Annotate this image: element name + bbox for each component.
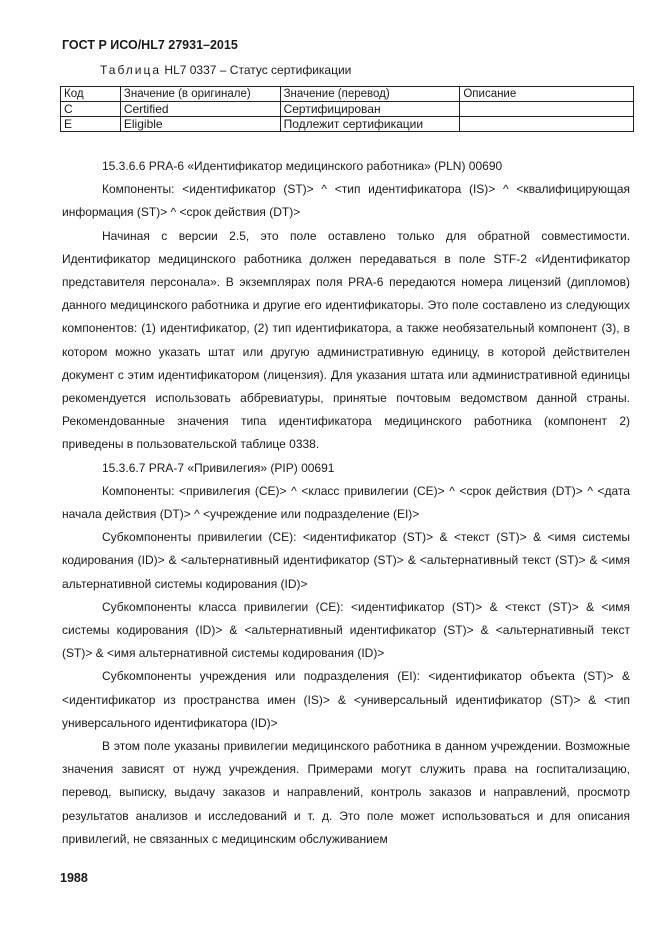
section-heading-pra7: 15.3.6.7 PRA-7 «Привилегия» (PIP) 00691 — [102, 460, 335, 475]
paragraph: Субкомпоненты привилегии (CE): <идентификатор (ST)> & <текст (ST)> & <имя системы кодирования (ID)> & <альтернативный идентификатор (ST)> & <альтернативный текст (ST)> & <имя альтернативной системы кодирования (ID)> — [62, 530, 630, 591]
cell-translation: Сертифицирован — [280, 102, 460, 117]
cell-original: Certified — [120, 102, 280, 117]
cell-original: Eligible — [120, 117, 280, 132]
table-row — [61, 117, 634, 132]
column-header-description: Описание — [460, 87, 634, 102]
column-header-original: Значение (в оригинале) — [120, 87, 280, 102]
table-row — [61, 102, 634, 117]
cell-code: E — [61, 117, 121, 132]
cell-translation: Подлежит сертификации — [280, 117, 460, 132]
table-caption-label: Таблица — [100, 63, 162, 77]
table-header-row — [61, 87, 634, 102]
table-caption — [100, 63, 351, 77]
paragraph: Субкомпоненты класса привилегии (CE): <идентификатор (ST)> & <текст (ST)> & <имя системы кодирования (ID)> & <альтернативный идентификатор (ST)> & <альтернативный текст (ST)> & <имя альтернативной системы кодирования (ID)> — [62, 599, 630, 661]
paragraph: Субкомпоненты учреждения или подразделения (EI): <идентификатор объекта (ST)> & <идентификатор из пространства имен (IS)> & <универсальный идентификатор (ST)> & <тип универсального идентификатора (ID)> — [62, 669, 630, 730]
certification-status-table — [60, 86, 634, 132]
cell-code: C — [61, 102, 121, 117]
section-heading-pra6: 15.3.6.6 PRA-6 «Идентификатор медицинского работника» (PLN) 00690 — [102, 159, 503, 173]
column-header-translation: Значение (перевод) — [280, 87, 460, 102]
paragraph: Компоненты: <идентификатор (ST)> ^ <тип идентификатора (IS)> ^ <квалифицирующая информация (ST)> ^ <срок действия (DT)> — [62, 182, 630, 220]
document-header: ГОСТ Р ИСО/HL7 27931–2015 — [62, 38, 238, 52]
cell-description — [460, 102, 634, 117]
document-body — [62, 155, 630, 851]
table-caption-text: HL7 0337 – Статус сертификации — [164, 63, 352, 77]
page-number: 1988 — [60, 871, 88, 885]
cell-description — [460, 117, 634, 132]
paragraph: Компоненты: <привилегия (CE)> ^ <класс привилегии (CE)> ^ <срок действия (DT)> ^ <дата начала действия (DT)> ^ <учреждение или подразделение (EI)> — [62, 483, 630, 522]
column-header-code: Код — [61, 87, 121, 102]
paragraph: Начиная с версии 2.5, это поле оставлено только для обратной совместимости. Идентификатор медицинского работника должен передаваться в поле STF-2 «Идентификатор представителя персонала». В экземплярах поля PRA-6 передаются номера лицензий (дипломов) данного медицинского работника и другие его идентификаторы. Это поле составлено из следующих компонентов: (1) идентификатор, (2) тип идентификатора, а также необязательный компонент (3), в котором можно указать штат или другую административную единицу, в которой действителен документ с этим идентификатором (лицензия). Для указания штата или административной единицы рекомендуется использовать аббревиатуры, принятые почтовым ведомством данной страны. Рекомендованные значения типа идентификатора медицинского работника (компонент 2) приведены в пользовательской таблице 0338. — [62, 228, 630, 452]
paragraph: В этом поле указаны привилегии медицинского работника в данном учреждении. Возможные значения зависят от нужд учреждения. Примерами могут служить права на госпитализацию, перевод, выписку, выдачу заказов и направлений, контроль заказов и направлений, просмотр результатов анализов и исследований и т. д. Это поле может использоваться и для описания привилегий, не связанных с медицинским обслуживанием — [62, 739, 630, 846]
